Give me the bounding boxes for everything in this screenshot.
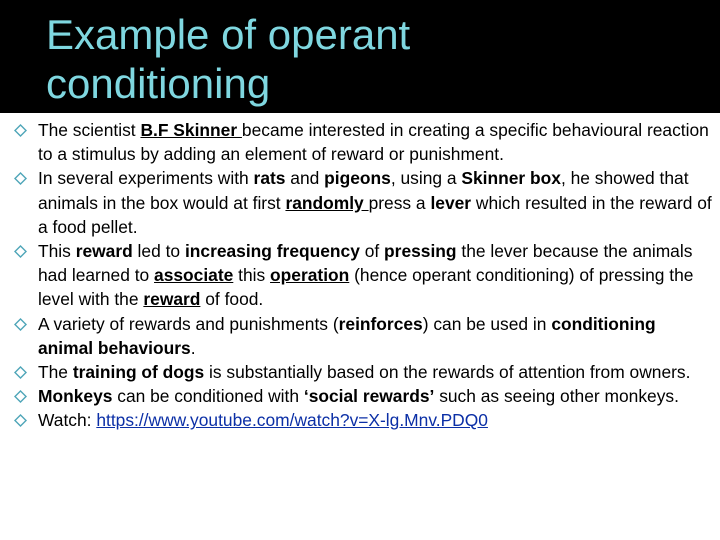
bullet-text: ) can be used in [422, 313, 552, 334]
slide-title-line-1: Example of operant [46, 11, 411, 58]
bullet-text: such as seeing other monkeys. [434, 386, 679, 407]
bullet-text: and [285, 168, 325, 189]
bullet-emphasis: operation [270, 265, 350, 286]
bullet-item [14, 408, 714, 432]
bullet-emphasis: reward [75, 241, 133, 262]
bullet-text: , using a [390, 168, 462, 189]
bullet-emphasis: reinforces [338, 313, 423, 334]
bullet-text: this [233, 265, 271, 286]
bullet-emphasis: reward [143, 289, 201, 310]
bullet-text: of food. [200, 289, 264, 310]
bullet-emphasis: increasing frequency [184, 241, 360, 262]
bullet-item [14, 384, 714, 408]
bullet-emphasis: rats [253, 168, 286, 189]
youtube-video-link[interactable]: https://www.youtube.com/watch?v=X-lg.Mnv.PDQ0 [96, 410, 488, 431]
bullet-emphasis: ‘social rewards’ [303, 386, 435, 407]
bullet-text: which resulted in the reward of a food pellet. [38, 192, 712, 237]
bullet-emphasis: B.F Skinner [140, 120, 242, 140]
hollow-diamond-bullet-icon [14, 245, 27, 258]
bullet-item [14, 118, 714, 166]
bullet-emphasis: associate [154, 265, 234, 286]
bullet-text: . [190, 337, 196, 358]
bullet-text: This [38, 241, 76, 262]
bullet-emphasis: Skinner box [461, 168, 561, 189]
hollow-diamond-bullet-icon [14, 318, 27, 331]
bullet-emphasis: training of dogs [72, 362, 205, 383]
bullet-text: is substantially based on the rewards of attention from owners. [204, 362, 691, 383]
bullet-text: press a [368, 192, 431, 213]
bullet-emphasis: Monkeys [38, 386, 113, 407]
hollow-diamond-bullet-icon [14, 172, 27, 185]
bullet-emphasis: pressing [384, 241, 457, 262]
bullet-item [14, 312, 714, 360]
bullet-item [14, 166, 714, 239]
bullet-text: Watch: [38, 410, 97, 431]
hollow-diamond-bullet-icon [14, 414, 27, 427]
bullet-text: led to [132, 241, 185, 262]
bullet-emphasis: lever [430, 192, 472, 213]
bullet-text: A variety of rewards and punishments ( [38, 313, 339, 334]
bullet-text: the lever because the animals had learned to [38, 241, 693, 286]
bullet-text: can be conditioned with [112, 386, 304, 407]
slide-title-line-2: conditioning [46, 60, 271, 107]
bullet-text: became interested in creating a specific behavioural reaction to a stimulus by adding an element of reward or punishment. [38, 120, 709, 165]
bullet-item [14, 239, 714, 312]
bullet-text: In several experiments with [38, 168, 254, 189]
bullet-item [14, 360, 714, 384]
slide-title [46, 10, 410, 108]
bullet-text: of [359, 241, 385, 262]
bullet-text: (hence operant conditioning) of pressing the level with the [38, 265, 694, 310]
hollow-diamond-bullet-icon [14, 390, 27, 403]
bullet-emphasis: conditioning animal behaviours [38, 313, 656, 358]
bullet-text: The scientist [38, 120, 141, 140]
bullet-text: The [38, 362, 73, 383]
title-bar [0, 0, 720, 113]
hollow-diamond-bullet-icon [14, 124, 27, 137]
bullet-text: , he showed that animals in the box would at first [38, 168, 689, 213]
bullet-emphasis: pigeons [324, 168, 391, 189]
bullet-list [14, 118, 714, 433]
hollow-diamond-bullet-icon [14, 366, 27, 379]
bullet-emphasis: randomly [285, 192, 369, 213]
